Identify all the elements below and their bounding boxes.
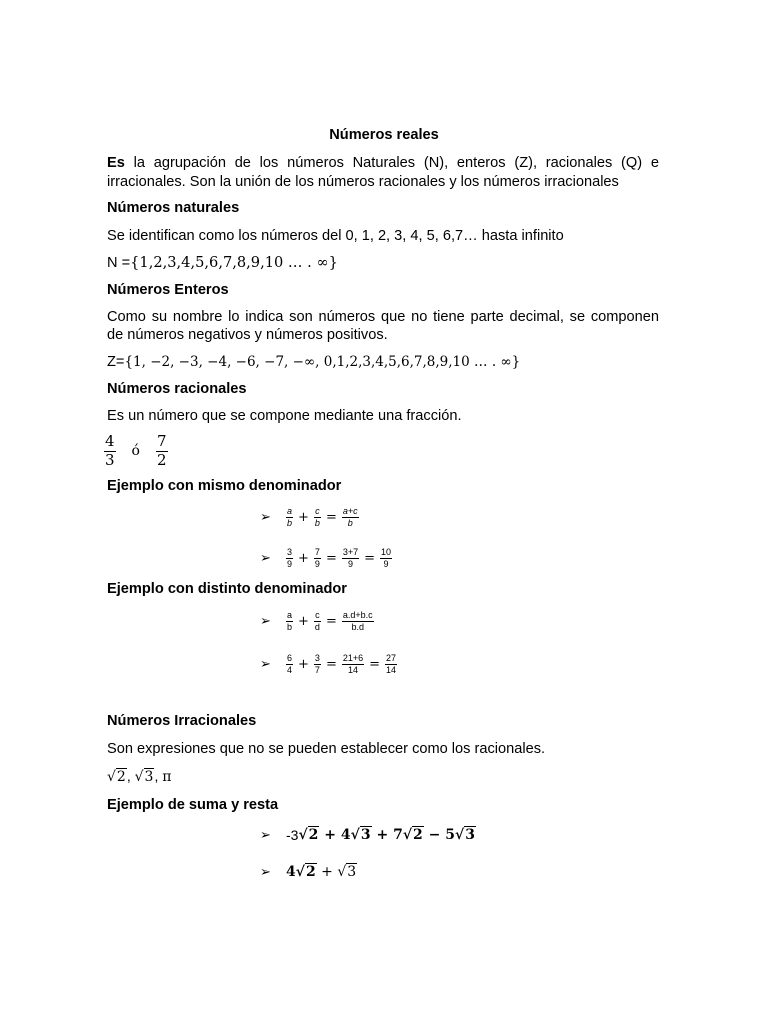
fraction: $\frac{3}{9}$ bbox=[287, 547, 293, 569]
heading-mismo-denominador: Ejemplo con mismo denominador bbox=[107, 478, 342, 494]
equals-operator: = bbox=[325, 656, 337, 672]
sqrt-3: √3 bbox=[134, 769, 154, 785]
plus-operator: + bbox=[316, 864, 338, 880]
term-plus-7: + 7 bbox=[371, 827, 403, 843]
fraction: $\frac{3+7}{9}$ bbox=[342, 547, 359, 569]
intro-paragraph-line2: irracionales. Son la unión de los números racionales y los números irracionales bbox=[107, 174, 619, 190]
equals-operator: = bbox=[325, 613, 337, 629]
plus-operator: + bbox=[298, 509, 309, 525]
sqrt-3: √3 bbox=[350, 827, 371, 843]
heading-irracionales: Números Irracionales bbox=[107, 713, 257, 729]
page-title: Números reales bbox=[329, 127, 439, 143]
sqrt-3: √3 bbox=[455, 827, 475, 843]
fraction-result: $\frac{27}{14}$ bbox=[386, 653, 397, 675]
irracionales-examples bbox=[107, 767, 171, 786]
fraction: $\frac{21+6}{14}$ bbox=[342, 653, 364, 675]
pi-symbol: π bbox=[162, 769, 172, 785]
intro-line1-text: la agrupación de los números Naturales (N), enteros (Z), racionales (Q) e bbox=[124, 155, 659, 171]
arrow-bullet-icon: ➢ bbox=[260, 509, 271, 524]
term-minus-5: − 5 bbox=[423, 827, 456, 843]
naturales-set-prefix: N = bbox=[107, 255, 131, 271]
heading-enteros: Números Enteros bbox=[107, 282, 229, 298]
heading-racionales: Números racionales bbox=[107, 381, 247, 397]
enteros-set bbox=[107, 353, 520, 371]
fraction: $\frac{3}{7}$ bbox=[314, 653, 320, 675]
fraction-4-3: $\frac{4}{3}$ bbox=[105, 432, 115, 469]
naturales-set-values: {1,2,3,4,5,6,7,8,9,10 … . ∞} bbox=[130, 254, 338, 271]
sqrt-2: √2 bbox=[298, 827, 319, 843]
enteros-text-line1: Como su nombre lo indica son números que no tiene parte decimal, se componen bbox=[107, 309, 659, 325]
fraction: $\frac{6}{4}$ bbox=[287, 653, 293, 675]
example-distinto-2 bbox=[260, 650, 397, 678]
irracionales-text: Son expresiones que no se pueden establecer como los racionales. bbox=[107, 741, 546, 757]
lead-coefficient: -3 bbox=[286, 827, 299, 843]
intro-paragraph-line1 bbox=[107, 154, 659, 172]
fraction: $\frac{c}{d}$ bbox=[314, 610, 320, 632]
enteros-text-line2: de números negativos y números positivos. bbox=[107, 327, 388, 343]
fraction: $\frac{7}{9}$ bbox=[314, 547, 320, 569]
example-suma-2 bbox=[260, 861, 357, 883]
enteros-set-prefix: Z= bbox=[107, 354, 125, 370]
example-mismo-1 bbox=[260, 503, 359, 531]
racionales-text: Es un número que se compone mediante una fracción. bbox=[107, 408, 462, 424]
fraction: $\frac{a}{b}$ bbox=[287, 506, 293, 528]
sqrt-2: √2 bbox=[107, 769, 126, 785]
sqrt-3: √3 bbox=[337, 864, 357, 880]
naturales-text: Se identifican como los números del 0, 1, 2, 3, 4, 5, 6,7… hasta infinito bbox=[107, 228, 564, 244]
equals-operator: = bbox=[369, 656, 381, 672]
arrow-bullet-icon: ➢ bbox=[260, 656, 271, 671]
plus-operator: + bbox=[298, 656, 309, 672]
example-mismo-2 bbox=[260, 544, 392, 572]
racionales-fractions bbox=[104, 433, 168, 469]
heading-naturales: Números naturales bbox=[107, 200, 240, 216]
plus-operator: + bbox=[298, 613, 309, 629]
plus-operator: + bbox=[298, 550, 309, 566]
fraction-result: $\frac{10}{9}$ bbox=[381, 547, 392, 569]
example-suma-1 bbox=[260, 824, 476, 846]
fraction: $\frac{c}{b}$ bbox=[314, 506, 320, 528]
term-plus-4: + 4 bbox=[319, 827, 351, 843]
equals-operator: = bbox=[364, 550, 376, 566]
fraction-result: $\frac{a+c}{b}$ bbox=[342, 506, 358, 528]
equals-operator: = bbox=[325, 550, 337, 566]
sqrt-2: √2 bbox=[295, 864, 316, 880]
heading-distinto-denominador: Ejemplo con distinto denominador bbox=[107, 581, 347, 597]
arrow-bullet-icon: ➢ bbox=[260, 864, 271, 879]
enteros-set-values: {1, −2, −3, −4, −6, −7, −∞, 0,1,2,3,4,5,6,7,8,9,10 … . ∞} bbox=[124, 354, 521, 370]
intro-bold-word: Es bbox=[107, 155, 125, 171]
separator: , bbox=[154, 768, 163, 784]
arrow-bullet-icon: ➢ bbox=[260, 550, 271, 565]
example-distinto-1 bbox=[260, 607, 374, 635]
lead-coefficient: 4 bbox=[286, 864, 296, 880]
heading-suma-resta: Ejemplo de suma y resta bbox=[107, 797, 279, 813]
arrow-bullet-icon: ➢ bbox=[260, 827, 271, 842]
fraction-result: $\frac{a.d+b.c}{b.d}$ bbox=[342, 610, 373, 632]
racionales-connector: ó bbox=[131, 443, 140, 459]
equals-operator: = bbox=[325, 509, 337, 525]
fraction: $\frac{a}{b}$ bbox=[287, 610, 293, 632]
fraction-7-2: $\frac{7}{2}$ bbox=[156, 432, 167, 469]
separator: , bbox=[126, 768, 135, 784]
sqrt-2: √2 bbox=[402, 827, 423, 843]
naturales-set bbox=[107, 254, 338, 272]
arrow-bullet-icon: ➢ bbox=[260, 613, 271, 628]
